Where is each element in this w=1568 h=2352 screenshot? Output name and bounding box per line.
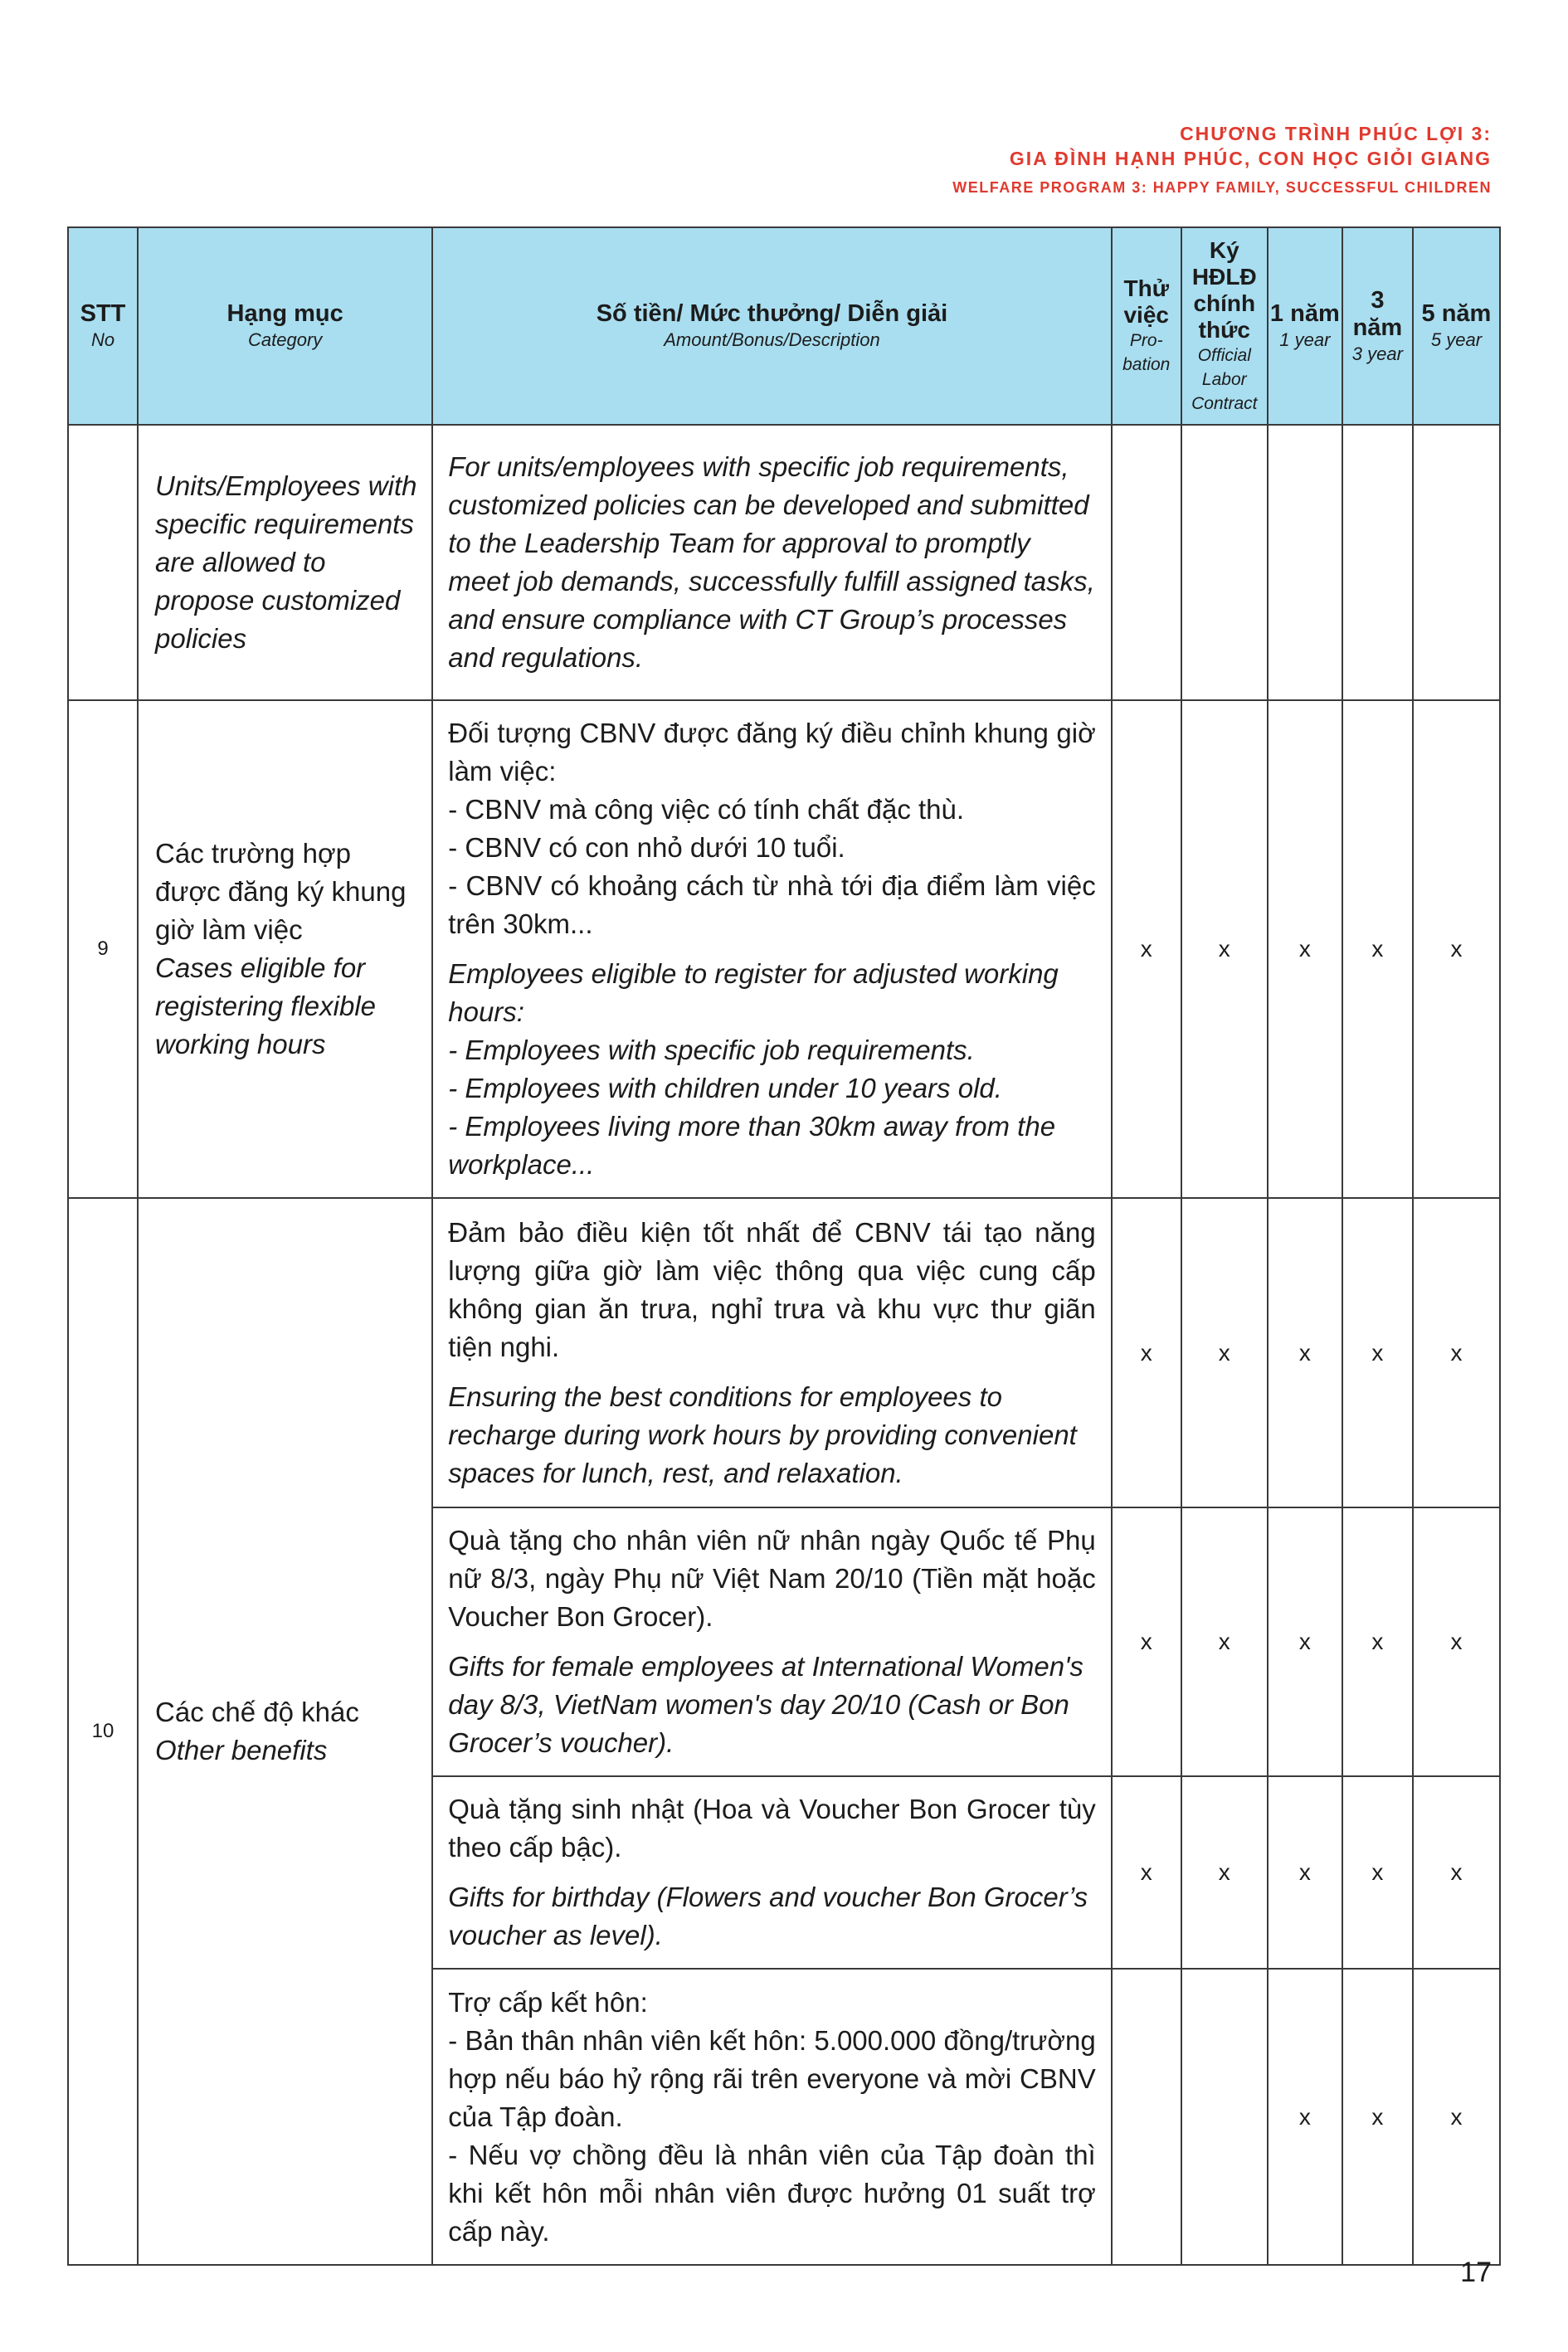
row-number: 10: [68, 1198, 138, 2265]
row-number: [68, 425, 138, 700]
mark-3-year: x: [1342, 1198, 1413, 1507]
mark-probation: x: [1112, 1507, 1181, 1776]
mark-3-year: x: [1342, 1507, 1413, 1776]
mark-5-year: x: [1413, 1969, 1500, 2265]
col-header-category: Hạng mục Category: [138, 227, 432, 425]
table-row: [68, 700, 1500, 1198]
mark-probation: x: [1112, 1198, 1181, 1507]
program-title-vi-line1: CHƯƠNG TRÌNH PHÚC LỢI 3:: [1180, 123, 1492, 144]
category-en: Cases eligible for registering flexible working hours: [155, 952, 377, 1059]
mark-5-year: x: [1413, 700, 1500, 1198]
mark-1-year: [1268, 425, 1342, 700]
mark-3-year: [1342, 425, 1413, 700]
col-header-stt: STT No: [68, 227, 138, 425]
mark-3-year: x: [1342, 700, 1413, 1198]
mark-official: x: [1181, 1507, 1268, 1776]
category-vi: Các trường hợp được đăng ký khung giờ làm việc: [155, 838, 407, 945]
program-title-en: WELFARE PROGRAM 3: HAPPY FAMILY, SUCCESSFUL CHILDREN: [952, 179, 1492, 196]
category-vi: Các chế độ khác: [155, 1697, 359, 1727]
mark-probation: x: [1112, 1776, 1181, 1969]
mark-1-year: x: [1268, 700, 1342, 1198]
row-category: [138, 700, 432, 1198]
col-header-3-year: 3 năm 3 year: [1342, 227, 1413, 425]
mark-1-year: x: [1268, 1198, 1342, 1507]
row-number: 9: [68, 700, 138, 1198]
col-header-description: Số tiền/ Mức thưởng/ Diễn giải Amount/Bonus/Description: [432, 227, 1111, 425]
program-title-vi-line2: GIA ĐÌNH HẠNH PHÚC, CON HỌC GIỎI GIANG: [1009, 148, 1492, 169]
category-en: Units/Employees with specific requirements are allowed to propose customized policies: [155, 470, 417, 654]
mark-probation: [1112, 425, 1181, 700]
table-row: [68, 1198, 1500, 1507]
mark-official: x: [1181, 1776, 1268, 1969]
mark-1-year: x: [1268, 1776, 1342, 1969]
page-number: 17: [1460, 2257, 1492, 2288]
col-header-probation: Thử việc Pro-bation: [1112, 227, 1181, 425]
welfare-table: [67, 226, 1501, 2266]
row-description: [432, 1507, 1111, 1776]
row-description: [432, 1776, 1111, 1969]
header-row: [68, 227, 1500, 425]
description-en: Gifts for birthday (Flowers and voucher Bon Grocer’s voucher as level).: [448, 1882, 1088, 1950]
mark-probation: [1112, 1969, 1181, 2265]
mark-probation: x: [1112, 700, 1181, 1198]
col-header-1-year: 1 năm 1 year: [1268, 227, 1342, 425]
mark-1-year: x: [1268, 1507, 1342, 1776]
mark-5-year: x: [1413, 1776, 1500, 1969]
description-en: Gifts for female employees at International Women's day 8/3, VietNam women's day 20/10 (Cash or Bon Grocer’s voucher).: [448, 1651, 1083, 1758]
row-description: [432, 1969, 1111, 2265]
mark-5-year: x: [1413, 1507, 1500, 1776]
row-category: [138, 425, 432, 700]
col-header-official: Ký HĐLĐ chính thức Official Labor Contract: [1181, 227, 1268, 425]
description-vi: Đối tượng CBNV được đăng ký điều chỉnh khung giờ làm việc: - CBNV mà công việc có tính chất đặc thù. - CBNV có con nhỏ dưới 10 tuổi. - CBNV có khoảng cách từ nhà tới địa điểm làm việc trên 30km...: [448, 718, 1096, 939]
row-description: [432, 700, 1111, 1198]
description-vi: Quà tặng sinh nhật (Hoa và Voucher Bon Grocer tùy theo cấp bậc).: [448, 1794, 1096, 1863]
row-description: [432, 425, 1111, 700]
mark-official: [1181, 425, 1268, 700]
table-row: [68, 425, 1500, 700]
col-header-5-year: 5 năm 5 year: [1413, 227, 1500, 425]
description-en: Employees eligible to register for adjusted working hours: - Employees with specific job requirements. - Employees with children under 10 years old. - Employees living more than 30km away from the workplace...: [448, 958, 1059, 1180]
description-vi: Quà tặng cho nhân viên nữ nhân ngày Quốc tế Phụ nữ 8/3, ngày Phụ nữ Việt Nam 20/10 (Tiền mặt hoặc Voucher Bon Grocer).: [448, 1525, 1096, 1632]
description-vi: Trợ cấp kết hôn: - Bản thân nhân viên kết hôn: 5.000.000 đồng/trường hợp nếu báo hỷ rộng rãi trên everyone và mời CBNV của Tập đoàn. - Nếu vợ chồng đều là nhân viên của Tập đoàn thì khi kết hôn mỗi nhân viên được hưởng 01 suất trợ cấp này.: [448, 1986, 1096, 2247]
row-category: [138, 1198, 432, 2265]
mark-3-year: x: [1342, 1969, 1413, 2265]
mark-1-year: x: [1268, 1969, 1342, 2265]
mark-5-year: [1413, 425, 1500, 700]
row-description: [432, 1198, 1111, 1507]
mark-official: x: [1181, 1198, 1268, 1507]
description-en: Ensuring the best conditions for employees to recharge during work hours by providing convenient spaces for lunch, rest, and relaxation.: [448, 1381, 1077, 1488]
mark-5-year: x: [1413, 1198, 1500, 1507]
description-vi: Đảm bảo điều kiện tốt nhất để CBNV tái tạo năng lượng giữa giờ làm việc thông qua việc cung cấp không gian ăn trưa, nghỉ trưa và khu vực thư giãn tiện nghi.: [448, 1216, 1096, 1362]
mark-official: [1181, 1969, 1268, 2265]
category-en: Other benefits: [155, 1735, 328, 1765]
mark-3-year: x: [1342, 1776, 1413, 1969]
mark-official: x: [1181, 700, 1268, 1198]
description-en: For units/employees with specific job requirements, customized policies can be developed and submitted to the Leadership Team for approval to promptly meet job demands, successfully fulfill assigned tasks, and ensure compliance with CT Group’s processes and regulations.: [448, 451, 1095, 673]
